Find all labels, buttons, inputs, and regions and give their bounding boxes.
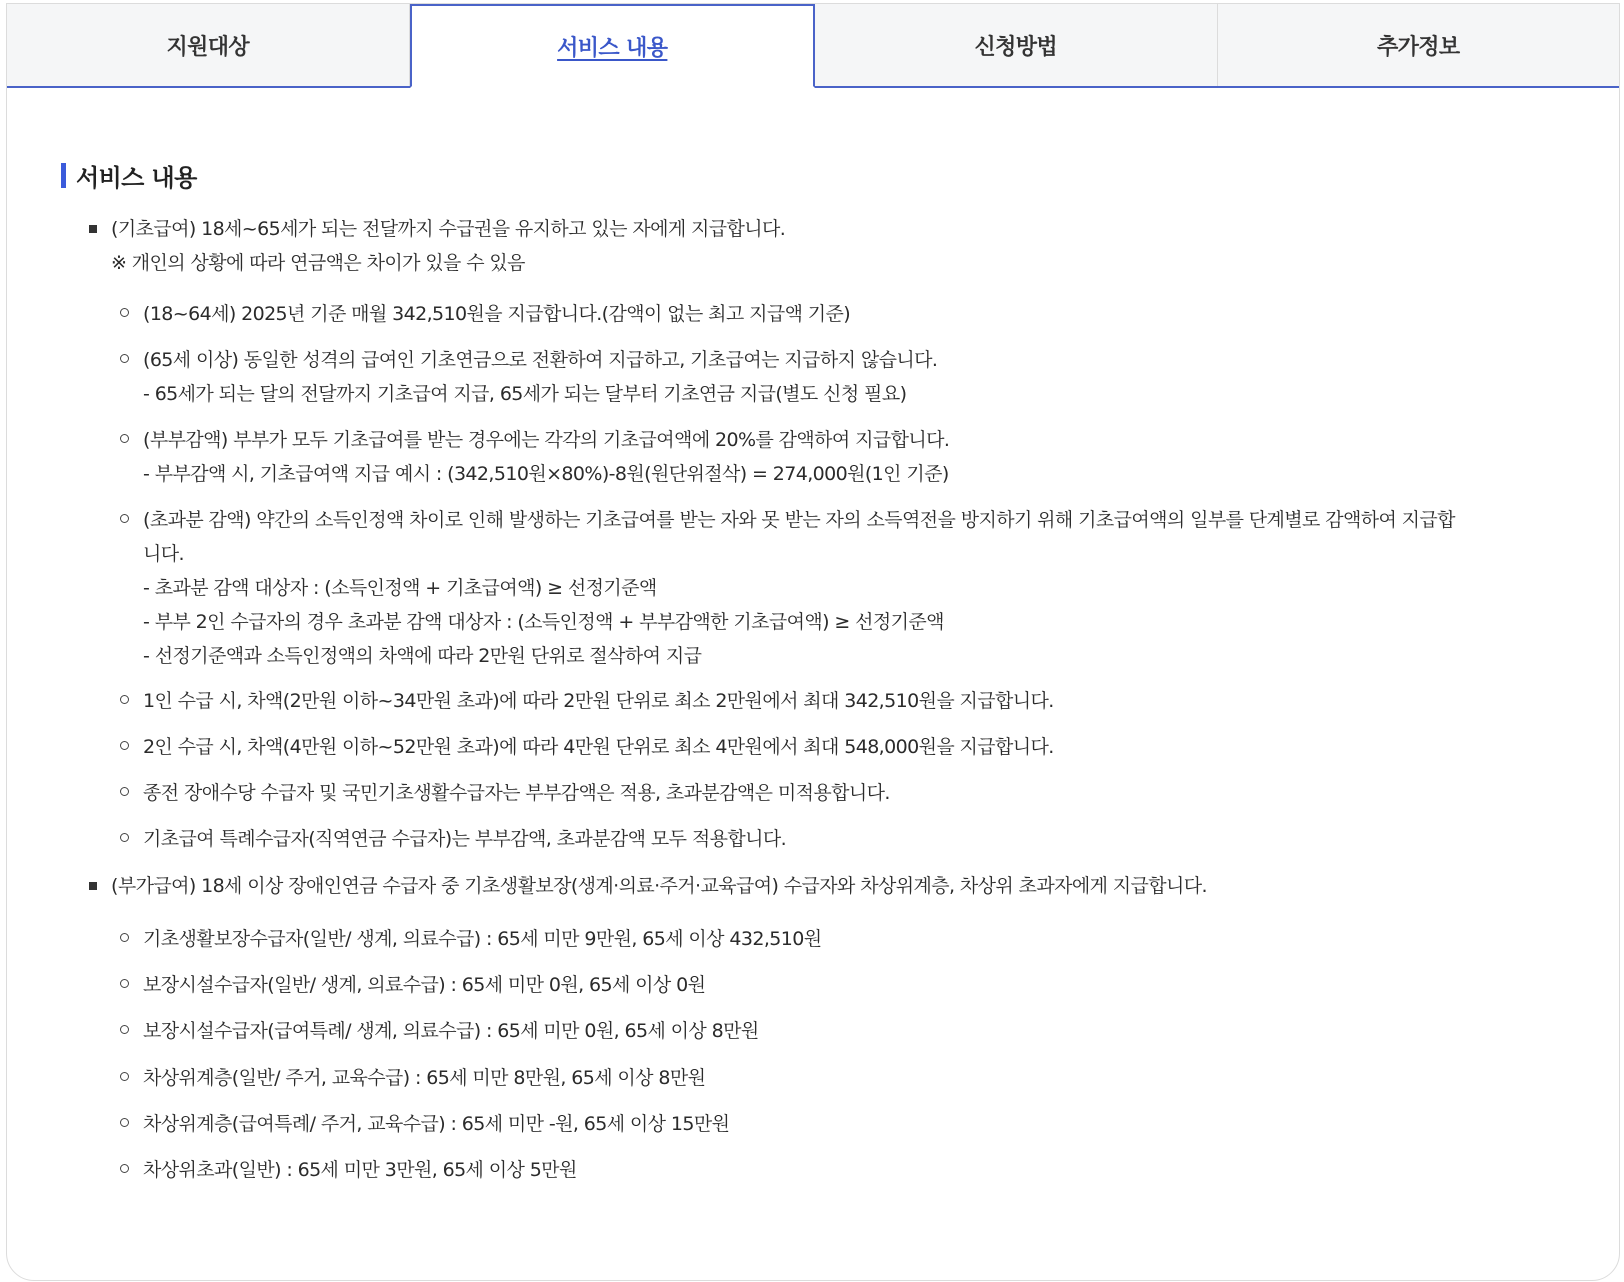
list-item-detail: - 부부 2인 수급자의 경우 초과분 감액 대상자 : (소득인정액 + 부부감액한 기초급여액) ≥ 선정기준액 <box>143 611 944 633</box>
list-item: (부가급여) 18세 이상 장애인연금 수급자 중 기초생활보장(생계·의료·주거·교육급여) 수급자와 차상위계층, 차상위 초과자에게 지급합니다. <box>111 875 1207 897</box>
circle-bullet-icon <box>120 434 129 443</box>
list-item: (기초급여) 18세~65세가 되는 전달까지 수급권을 유지하고 있는 자에게 지급합니다. <box>111 218 786 240</box>
tab-additional-info[interactable]: 추가정보 <box>1218 4 1620 86</box>
list-item: 차상위계층(급여특례/ 주거, 교육수급) : 65세 미만 -원, 65세 이상 15만원 <box>143 1113 730 1135</box>
circle-bullet-icon <box>120 833 129 842</box>
circle-bullet-icon <box>120 741 129 750</box>
list-item: 보장시설수급자(급여특례/ 생계, 의료수급) : 65세 미만 0원, 65세 이상 8만원 <box>143 1020 759 1042</box>
list-item: (18~64세) 2025년 기준 매월 342,510원을 지급합니다.(감액이 없는 최고 지급액 기준) <box>143 303 851 325</box>
circle-bullet-icon <box>120 933 129 942</box>
list-item: 1인 수급 시, 차액(2만원 이하~34만원 초과)에 따라 2만원 단위로 최소 2만원에서 최대 342,510원을 지급합니다. <box>143 690 1054 712</box>
circle-bullet-icon <box>120 1025 129 1034</box>
circle-bullet-icon <box>120 787 129 796</box>
list-item-detail: - 65세가 되는 달의 전달까지 기초급여 지급, 65세가 되는 달부터 기초연금 지급(별도 신청 필요) <box>143 383 907 405</box>
circle-bullet-icon <box>120 1072 129 1081</box>
list-item-detail: - 선정기준액과 소득인정액의 차액에 따라 2만원 단위로 절삭하여 지급 <box>143 645 702 667</box>
tab-application-method[interactable]: 신청방법 <box>815 4 1218 86</box>
title-accent-bar <box>61 163 66 188</box>
service-panel <box>6 3 1620 1281</box>
list-item-continuation: 니다. <box>143 543 184 565</box>
square-bullet-icon <box>89 225 97 233</box>
list-item-detail: - 부부감액 시, 기초급여액 지급 예시 : (342,510원×80%)-8원(원단위절삭) = 274,000원(1인 기준) <box>143 463 949 485</box>
list-item: 기초생활보장수급자(일반/ 생계, 의료수급) : 65세 미만 9만원, 65세 이상 432,510원 <box>143 928 822 950</box>
section-heading <box>61 158 197 193</box>
circle-bullet-icon <box>120 1118 129 1127</box>
list-item: 2인 수급 시, 차액(4만원 이하~52만원 초과)에 따라 4만원 단위로 최소 4만원에서 최대 548,000원을 지급합니다. <box>143 736 1054 758</box>
circle-bullet-icon <box>120 979 129 988</box>
circle-bullet-icon <box>120 354 129 363</box>
list-item: 종전 장애수당 수급자 및 국민기초생활수급자는 부부감액은 적용, 초과분감액은 미적용합니다. <box>143 782 890 804</box>
circle-bullet-icon <box>120 695 129 704</box>
tab-service-content[interactable]: 서비스 내용 <box>410 4 816 88</box>
list-item-detail: - 초과분 감액 대상자 : (소득인정액 + 기초급여액) ≥ 선정기준액 <box>143 577 657 599</box>
tab-bar <box>7 4 1619 88</box>
section-title: 서비스 내용 <box>76 164 197 192</box>
list-item: 기초급여 특례수급자(직역연금 수급자)는 부부감액, 초과분감액 모두 적용합니다. <box>143 828 787 850</box>
list-item: 차상위계층(일반/ 주거, 교육수급) : 65세 미만 8만원, 65세 이상 8만원 <box>143 1067 706 1089</box>
list-item: 보장시설수급자(일반/ 생계, 의료수급) : 65세 미만 0원, 65세 이상 0원 <box>143 974 706 996</box>
list-item: (초과분 감액) 약간의 소득인정액 차이로 인해 발생하는 기초급여를 받는 자와 못 받는 자의 소득역전을 방지하기 위해 기초급여액의 일부를 단계별로 감액하여 지급합 <box>143 509 1455 531</box>
list-item-note: ※ 개인의 상황에 따라 연금액은 차이가 있을 수 있음 <box>111 252 525 274</box>
circle-bullet-icon <box>120 308 129 317</box>
list-item: 차상위초과(일반) : 65세 미만 3만원, 65세 이상 5만원 <box>143 1159 577 1181</box>
list-item: (부부감액) 부부가 모두 기초급여를 받는 경우에는 각각의 기초급여액에 20%를 감액하여 지급합니다. <box>143 429 950 451</box>
list-item: (65세 이상) 동일한 성격의 급여인 기초연금으로 전환하여 지급하고, 기초급여는 지급하지 않습니다. <box>143 349 938 371</box>
circle-bullet-icon <box>120 514 129 523</box>
circle-bullet-icon <box>120 1164 129 1173</box>
square-bullet-icon <box>89 882 97 890</box>
tab-eligibility[interactable]: 지원대상 <box>7 4 410 86</box>
